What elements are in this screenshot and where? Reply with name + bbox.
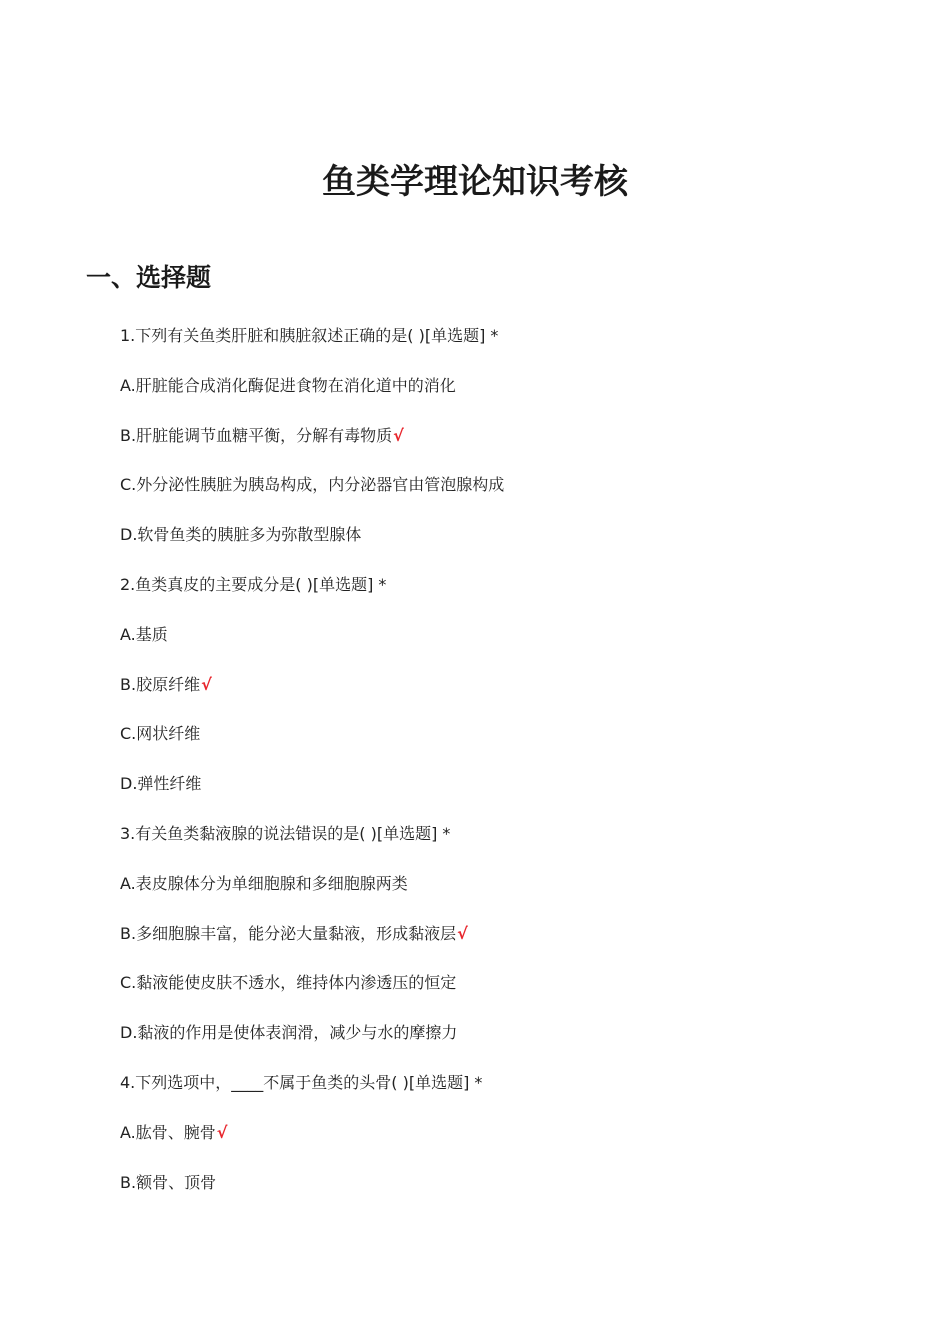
answer-option-text: D.黏液的作用是使体表润滑，减少与水的摩擦力	[120, 1023, 458, 1043]
answer-option-text: C.外分泌性胰脏为胰岛构成，内分泌器官由管泡腺构成	[120, 475, 505, 495]
answer-option	[120, 868, 504, 918]
question-stem: 2.鱼类真皮的主要成分是( )[单选题] *	[120, 574, 387, 594]
answer-option	[120, 669, 504, 719]
correct-check-icon: √	[201, 674, 212, 694]
answer-option-text: A.表皮腺体分为单细胞腺和多细胞腺两类	[120, 873, 408, 893]
answer-option	[120, 1017, 504, 1067]
answer-option	[120, 918, 504, 968]
answer-option-text: D.弹性纤维	[120, 774, 202, 794]
answer-option-text: B.多细胞腺丰富，能分泌大量黏液，形成黏液层	[120, 923, 457, 943]
answer-option	[120, 370, 504, 420]
answer-option	[120, 967, 504, 1017]
answer-option-text: B.胶原纤维	[120, 674, 201, 694]
document-title: 鱼类学理论知识考核	[322, 161, 628, 202]
answer-option	[120, 420, 504, 470]
answer-option-text: B.额骨、顶骨	[120, 1172, 217, 1192]
question-stem: 1.下列有关鱼类肝脏和胰脏叙述正确的是( )[单选题] *	[120, 326, 499, 345]
answer-option-text: B.肝脏能调节血糖平衡，分解有毒物质	[120, 425, 393, 445]
correct-check-icon: √	[393, 425, 404, 445]
question-stem: 3.有关鱼类黏液腺的说法错误的是( )[单选题] *	[120, 823, 451, 843]
answer-option	[120, 718, 504, 768]
answer-option	[120, 1167, 504, 1217]
correct-check-icon: √	[457, 923, 468, 943]
answer-option-text: D.软骨鱼类的胰脏多为弥散型腺体	[120, 525, 362, 545]
answer-option-text: C.黏液能使皮肤不透水，维持体内渗透压的恒定	[120, 973, 457, 993]
answer-option	[120, 619, 504, 669]
answer-option-text: C.网状纤维	[120, 724, 201, 744]
answer-option-text: A.肱骨、腕骨	[120, 1122, 216, 1142]
answer-option	[120, 469, 504, 519]
answer-option	[120, 519, 504, 569]
question-list	[120, 320, 504, 1216]
answer-option	[120, 1117, 504, 1167]
answer-option-text: A.基质	[120, 624, 168, 644]
correct-check-icon: √	[216, 1122, 228, 1142]
answer-option-text: A.肝脏能合成消化酶促进食物在消化道中的消化	[120, 375, 456, 395]
answer-option	[120, 768, 504, 818]
section-title: 一、选择题	[86, 262, 212, 292]
question-stem: 4.下列选项中，____不属于鱼类的头骨( )[单选题] *	[120, 1072, 483, 1092]
